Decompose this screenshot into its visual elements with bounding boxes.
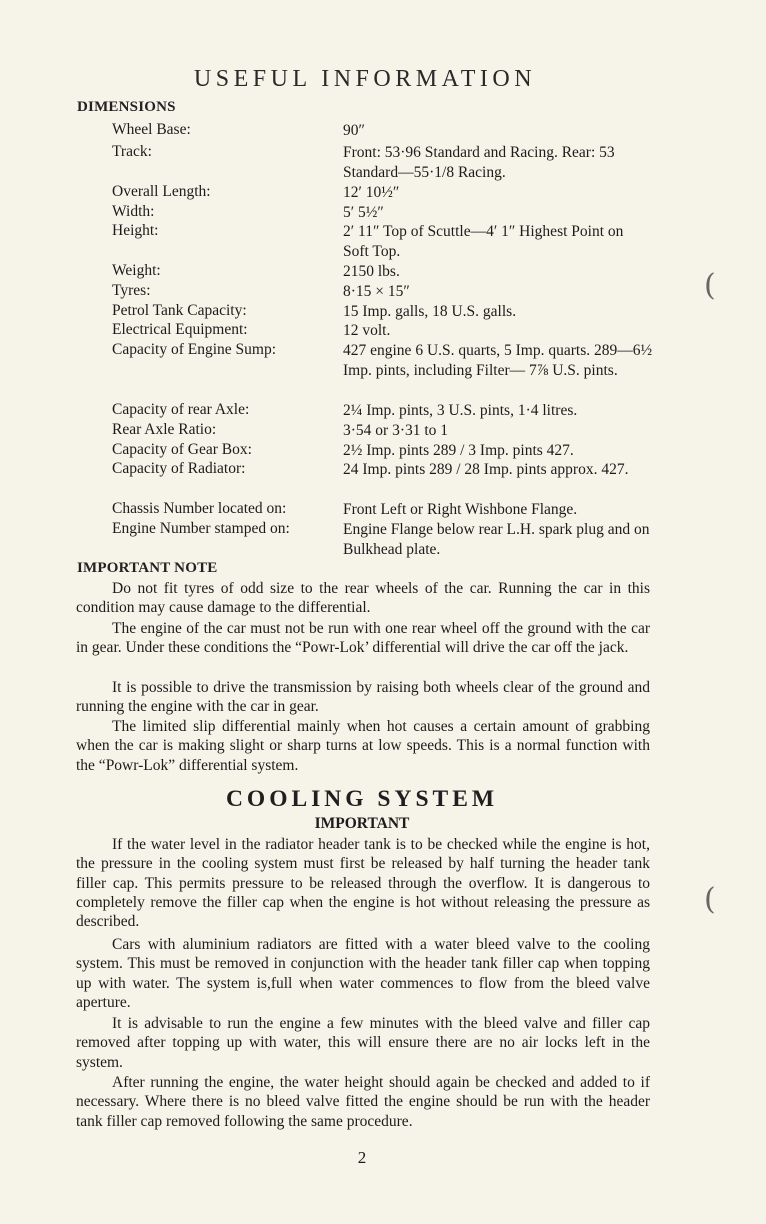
spec-value: 12′ 10½″ bbox=[343, 184, 400, 201]
spec-value: 8·15 × 15″ bbox=[343, 283, 410, 300]
spec-label: Capacity of Radiator: bbox=[112, 460, 246, 477]
spec-label: Electrical Equipment: bbox=[112, 321, 248, 338]
spec-label: Chassis Number located on: bbox=[112, 500, 287, 517]
spec-label: Width: bbox=[112, 203, 155, 220]
spec-value: Engine Flange below rear L.H. spark plug and on Bulkhead plate. bbox=[343, 521, 650, 558]
cooling-important-subheading: IMPORTANT bbox=[314, 815, 410, 832]
spec-label: Wheel Base: bbox=[112, 121, 191, 138]
spec-label: Tyres: bbox=[112, 282, 151, 299]
note-paragraph: The limited slip differential mainly when hot causes a certain amount of grabbing when the car is making slight or sharp turns at low speeds. This is a normal function with the “Powr-Lok” differential system. bbox=[76, 718, 650, 774]
spec-label: Overall Length: bbox=[112, 183, 211, 200]
note-paragraph: The engine of the car must not be run with one rear wheel off the ground with the car in gear. Under these conditions the “Powr-Lok’ differential will drive the car off the jack. bbox=[76, 620, 650, 657]
note-paragraph: It is possible to drive the transmission by raising both wheels clear of the ground and running the engine with the car in gear. bbox=[76, 679, 650, 716]
binding-mark-bottom: ( bbox=[704, 882, 716, 917]
spec-value: 24 Imp. pints 289 / 28 Imp. pints approx. 427. bbox=[343, 461, 629, 478]
cooling-paragraph: After running the engine, the water height should again be checked and added to if necessary. Where there is no bleed valve fitted the engine should be run with the header tank filler cap removed following the same procedure. bbox=[76, 1074, 650, 1130]
spec-label: Engine Number stamped on: bbox=[112, 520, 290, 537]
note-paragraph: Do not fit tyres of odd size to the rear wheels of the car. Running the car in this condition may cause damage to the differential. bbox=[76, 580, 650, 617]
spec-value: 15 Imp. galls, 18 U.S. galls. bbox=[343, 303, 517, 320]
page-title: USEFUL INFORMATION bbox=[193, 66, 537, 92]
spec-value: 427 engine 6 U.S. quarts, 5 Imp. quarts. 289—6½ Imp. pints, including Filter— 7⅞ U.S. pints. bbox=[343, 342, 653, 379]
spec-value: 2¼ Imp. pints, 3 U.S. pints, 1·4 litres. bbox=[343, 402, 578, 419]
spec-label: Height: bbox=[112, 222, 159, 239]
spec-label: Capacity of Gear Box: bbox=[112, 441, 252, 458]
spec-label: Capacity of rear Axle: bbox=[112, 401, 250, 418]
cooling-paragraph: If the water level in the radiator header tank is to be checked while the engine is hot, the pressure in the cooling system must first be released by half turning the header tank filler cap. This permits pressure to be released through the overflow. It is dangerous to completely remove the filler cap when the engine is hot without releasing the pressure as described. bbox=[76, 836, 650, 931]
spec-value: 2′ 11″ Top of Scuttle—4′ 1″ Highest Point on Soft Top. bbox=[343, 223, 624, 260]
cooling-system-title: COOLING SYSTEM bbox=[225, 786, 499, 812]
spec-value: Front Left or Right Wishbone Flange. bbox=[343, 501, 578, 518]
spec-value: 2150 lbs. bbox=[343, 263, 400, 280]
cooling-paragraph: It is advisable to run the engine a few minutes with the bleed valve and filler cap removed after topping up with water, this will ensure there are no air locks left in the system. bbox=[76, 1015, 650, 1071]
page-number: 2 bbox=[357, 1148, 367, 1167]
spec-value: 90″ bbox=[343, 122, 365, 139]
spec-label: Capacity of Engine Sump: bbox=[112, 341, 277, 358]
spec-value: Front: 53·96 Standard and Racing. Rear: 53 Standard—55·1/8 Racing. bbox=[343, 144, 615, 181]
spec-value: 5′ 5½″ bbox=[343, 204, 384, 221]
spec-value: 12 volt. bbox=[343, 322, 391, 339]
cooling-paragraph: Cars with aluminium radiators are fitted with a water bleed valve to the cooling system. This must be removed in conjunction with the header tank filler cap when topping up with water. The system is,full when water commences to flow from the bleed valve aperture. bbox=[76, 936, 650, 1011]
spec-label: Petrol Tank Capacity: bbox=[112, 302, 247, 319]
spec-label: Track: bbox=[112, 143, 152, 160]
important-note-heading: IMPORTANT NOTE bbox=[77, 560, 218, 576]
spec-value: 3·54 or 3·31 to 1 bbox=[343, 422, 449, 439]
binding-mark-top: ( bbox=[704, 268, 716, 303]
spec-label: Rear Axle Ratio: bbox=[112, 421, 217, 438]
spec-value: 2½ Imp. pints 289 / 3 Imp. pints 427. bbox=[343, 442, 574, 459]
spec-label: Weight: bbox=[112, 262, 161, 279]
dimensions-heading: DIMENSIONS bbox=[77, 99, 176, 115]
